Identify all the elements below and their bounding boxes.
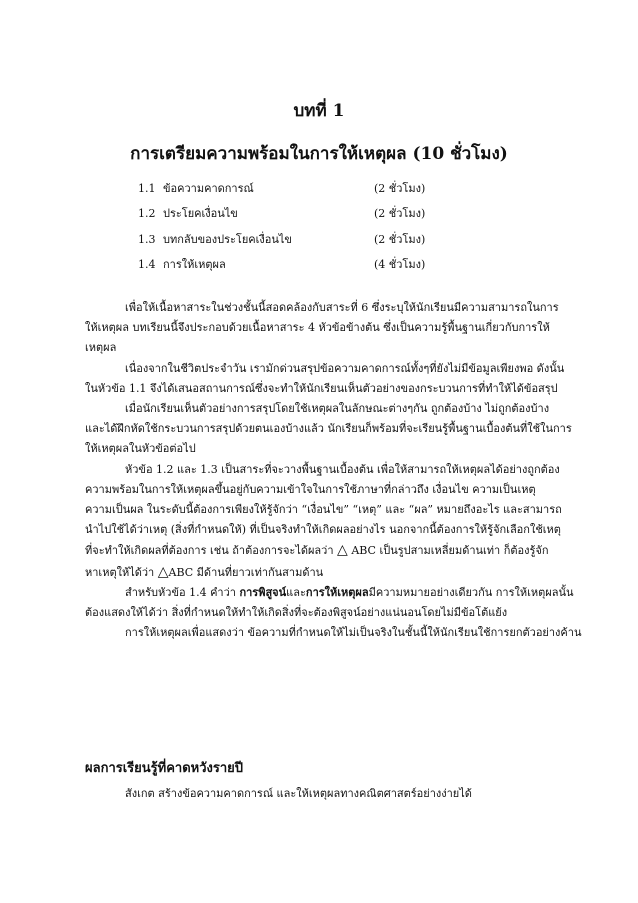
topic-number: 1.3: [138, 232, 156, 246]
body-line-segment: ที่จะทำให้เกิดผลที่ต้องการ เช่น ถ้าต้องการจะได้ผลว่า: [85, 544, 338, 558]
topic-number: 1.2: [138, 207, 156, 221]
body-line: ความเป็นผล ในระดับนี้ต้องการเพียงให้รู้จักว่า “เงื่อนไข” “เหตุ” และ “ผล” หมายถึงอะไร และสามารถ: [85, 503, 562, 517]
chapter-title: บทที่ 1: [293, 101, 345, 121]
chapter-subtitle: การเตรียมความพร้อมในการให้เหตุผล (10 ชั่วโมง): [130, 144, 508, 164]
topic-list: [138, 183, 458, 284]
topic-item: [138, 234, 458, 259]
body-line-segment: มีด้านที่ยาวเท่ากันสามด้าน: [193, 565, 324, 579]
triangle-symbol-icon: △: [337, 542, 348, 559]
bold-term: การให้เหตุผล: [305, 585, 369, 599]
body-line: เมื่อนักเรียนเห็นตัวอย่างการสรุปโดยใช้เหตุผลในลักษณะต่างๆกัน ถูกต้องบ้าง ไม่ถูกต้องบ้าง: [125, 402, 550, 416]
topic-item: [138, 208, 458, 233]
body-line: [85, 562, 593, 583]
body-text: [85, 298, 593, 643]
body-line: เนื่องจากในชีวิตประจำวัน เรามักด่วนสรุปข้อความคาดการณ์ทั้งๆที่ยังไม่มีข้อมูลเพียงพอ ดังนั้น: [125, 361, 565, 375]
topic-hours: (2 ชั่วโมง): [374, 182, 426, 195]
triangle-label: ABC: [351, 544, 376, 558]
body-line-segment: หาเหตุให้ได้ว่า: [85, 565, 158, 579]
body-line-segment: สำหรับหัวข้อ 1.4 คำว่า: [125, 585, 240, 599]
body-line: ในหัวข้อ 1.1 จึงได้เสนอสถานการณ์ซึ่งจะทำให้นักเรียนเห็นตัวอย่างของกระบวนการที่ทำให้ได้ข้อสรุป: [85, 381, 558, 395]
triangle-symbol-icon: △: [157, 563, 169, 580]
topic-number: 1.1: [138, 182, 156, 195]
outcomes-heading: ผลการเรียนรู้ที่คาดหวังรายปี: [85, 761, 244, 776]
body-line: ต้องแสดงให้ได้ว่า สิ่งที่กำหนดให้ทำให้เกิดสิ่งที่จะต้องพิสูจน์อย่างแน่นอนโดยไม่มีข้อโต้แย้ง: [85, 606, 508, 620]
body-line: และได้ฝึกหัดใช้กระบวนการสรุปด้วยตนเองบ้างแล้ว นักเรียนก็พร้อมที่จะเรียนรู้พื้นฐานเบื้องต้นที่ใช้ในการ: [85, 422, 572, 436]
body-line-segment: เป็นรูปสามเหลี่ยมด้านเท่า ก็ต้องรู้จัก: [375, 544, 549, 558]
topic-title: ข้อความคาดการณ์: [163, 182, 254, 195]
body-line: เหตุผล: [85, 341, 117, 355]
bold-term: การพิสูจน์: [239, 585, 287, 599]
topic-number: 1.4: [138, 257, 156, 271]
body-line: ความพร้อมในการให้เหตุผลขึ้นอยู่กับความเข้าใจในการใช้ภาษาที่กล่าวถึง เงื่อนไข ความเป็นเหตุ: [85, 482, 536, 496]
body-line: [85, 540, 593, 561]
body-line: [85, 583, 593, 603]
body-line: เพื่อให้เนื้อหาสาระในช่วงชั้นนี้สอดคล้องกับสาระที่ 6 ซึ่งระบุให้นักเรียนมีความสามารถในการ: [125, 301, 559, 314]
body-line-segment: มีความหมายอย่างเดียวกัน การให้เหตุผลนั้น: [368, 585, 574, 599]
topic-hours: (2 ชั่วโมง): [374, 232, 426, 246]
topic-hours: (4 ชั่วโมง): [374, 257, 426, 271]
topic-hours: (2 ชั่วโมง): [374, 207, 426, 221]
triangle-label: ABC: [168, 565, 194, 579]
topic-title: การให้เหตุผล: [163, 257, 226, 271]
body-line: หัวข้อ 1.2 และ 1.3 เป็นสาระที่จะวางพื้นฐานเบื้องต้น เพื่อให้สามารถให้เหตุผลได้อย่างถูกต้อง: [125, 462, 560, 476]
topic-item: [138, 183, 458, 208]
body-line: การให้เหตุผลเพื่อแสดงว่า ข้อความที่กำหนดให้ไม่เป็นจริงในชั้นนี้ให้นักเรียนใช้การยกตัวอย่างค้าน: [125, 626, 582, 640]
body-line: ให้เหตุผล บทเรียนนี้จึงประกอบด้วยเนื้อหาสาระ 4 หัวข้อข้างต้น ซึ่งเป็นความรู้พื้นฐานเกี่ยวกับการให้: [85, 321, 550, 335]
body-line-segment: และ: [286, 585, 306, 599]
body-line: นำไปใช้ได้ว่าเหตุ (สิ่งที่กำหนดให้) ที่เป็นจริงทำให้เกิดผลอย่างไร นอกจากนี้ต้องการให้รู้จักเลือกใช้เหตุ: [85, 523, 561, 537]
body-line: ให้เหตุผลในหัวข้อต่อไป: [85, 442, 196, 456]
topic-title: ประโยคเงื่อนไข: [163, 207, 238, 221]
outcomes-text: สังเกต สร้างข้อความคาดการณ์ และให้เหตุผลทางคณิตศาสตร์อย่างง่ายได้: [125, 787, 472, 800]
topic-item: [138, 259, 458, 284]
topic-title: บทกลับของประโยคเงื่อนไข: [163, 232, 292, 246]
